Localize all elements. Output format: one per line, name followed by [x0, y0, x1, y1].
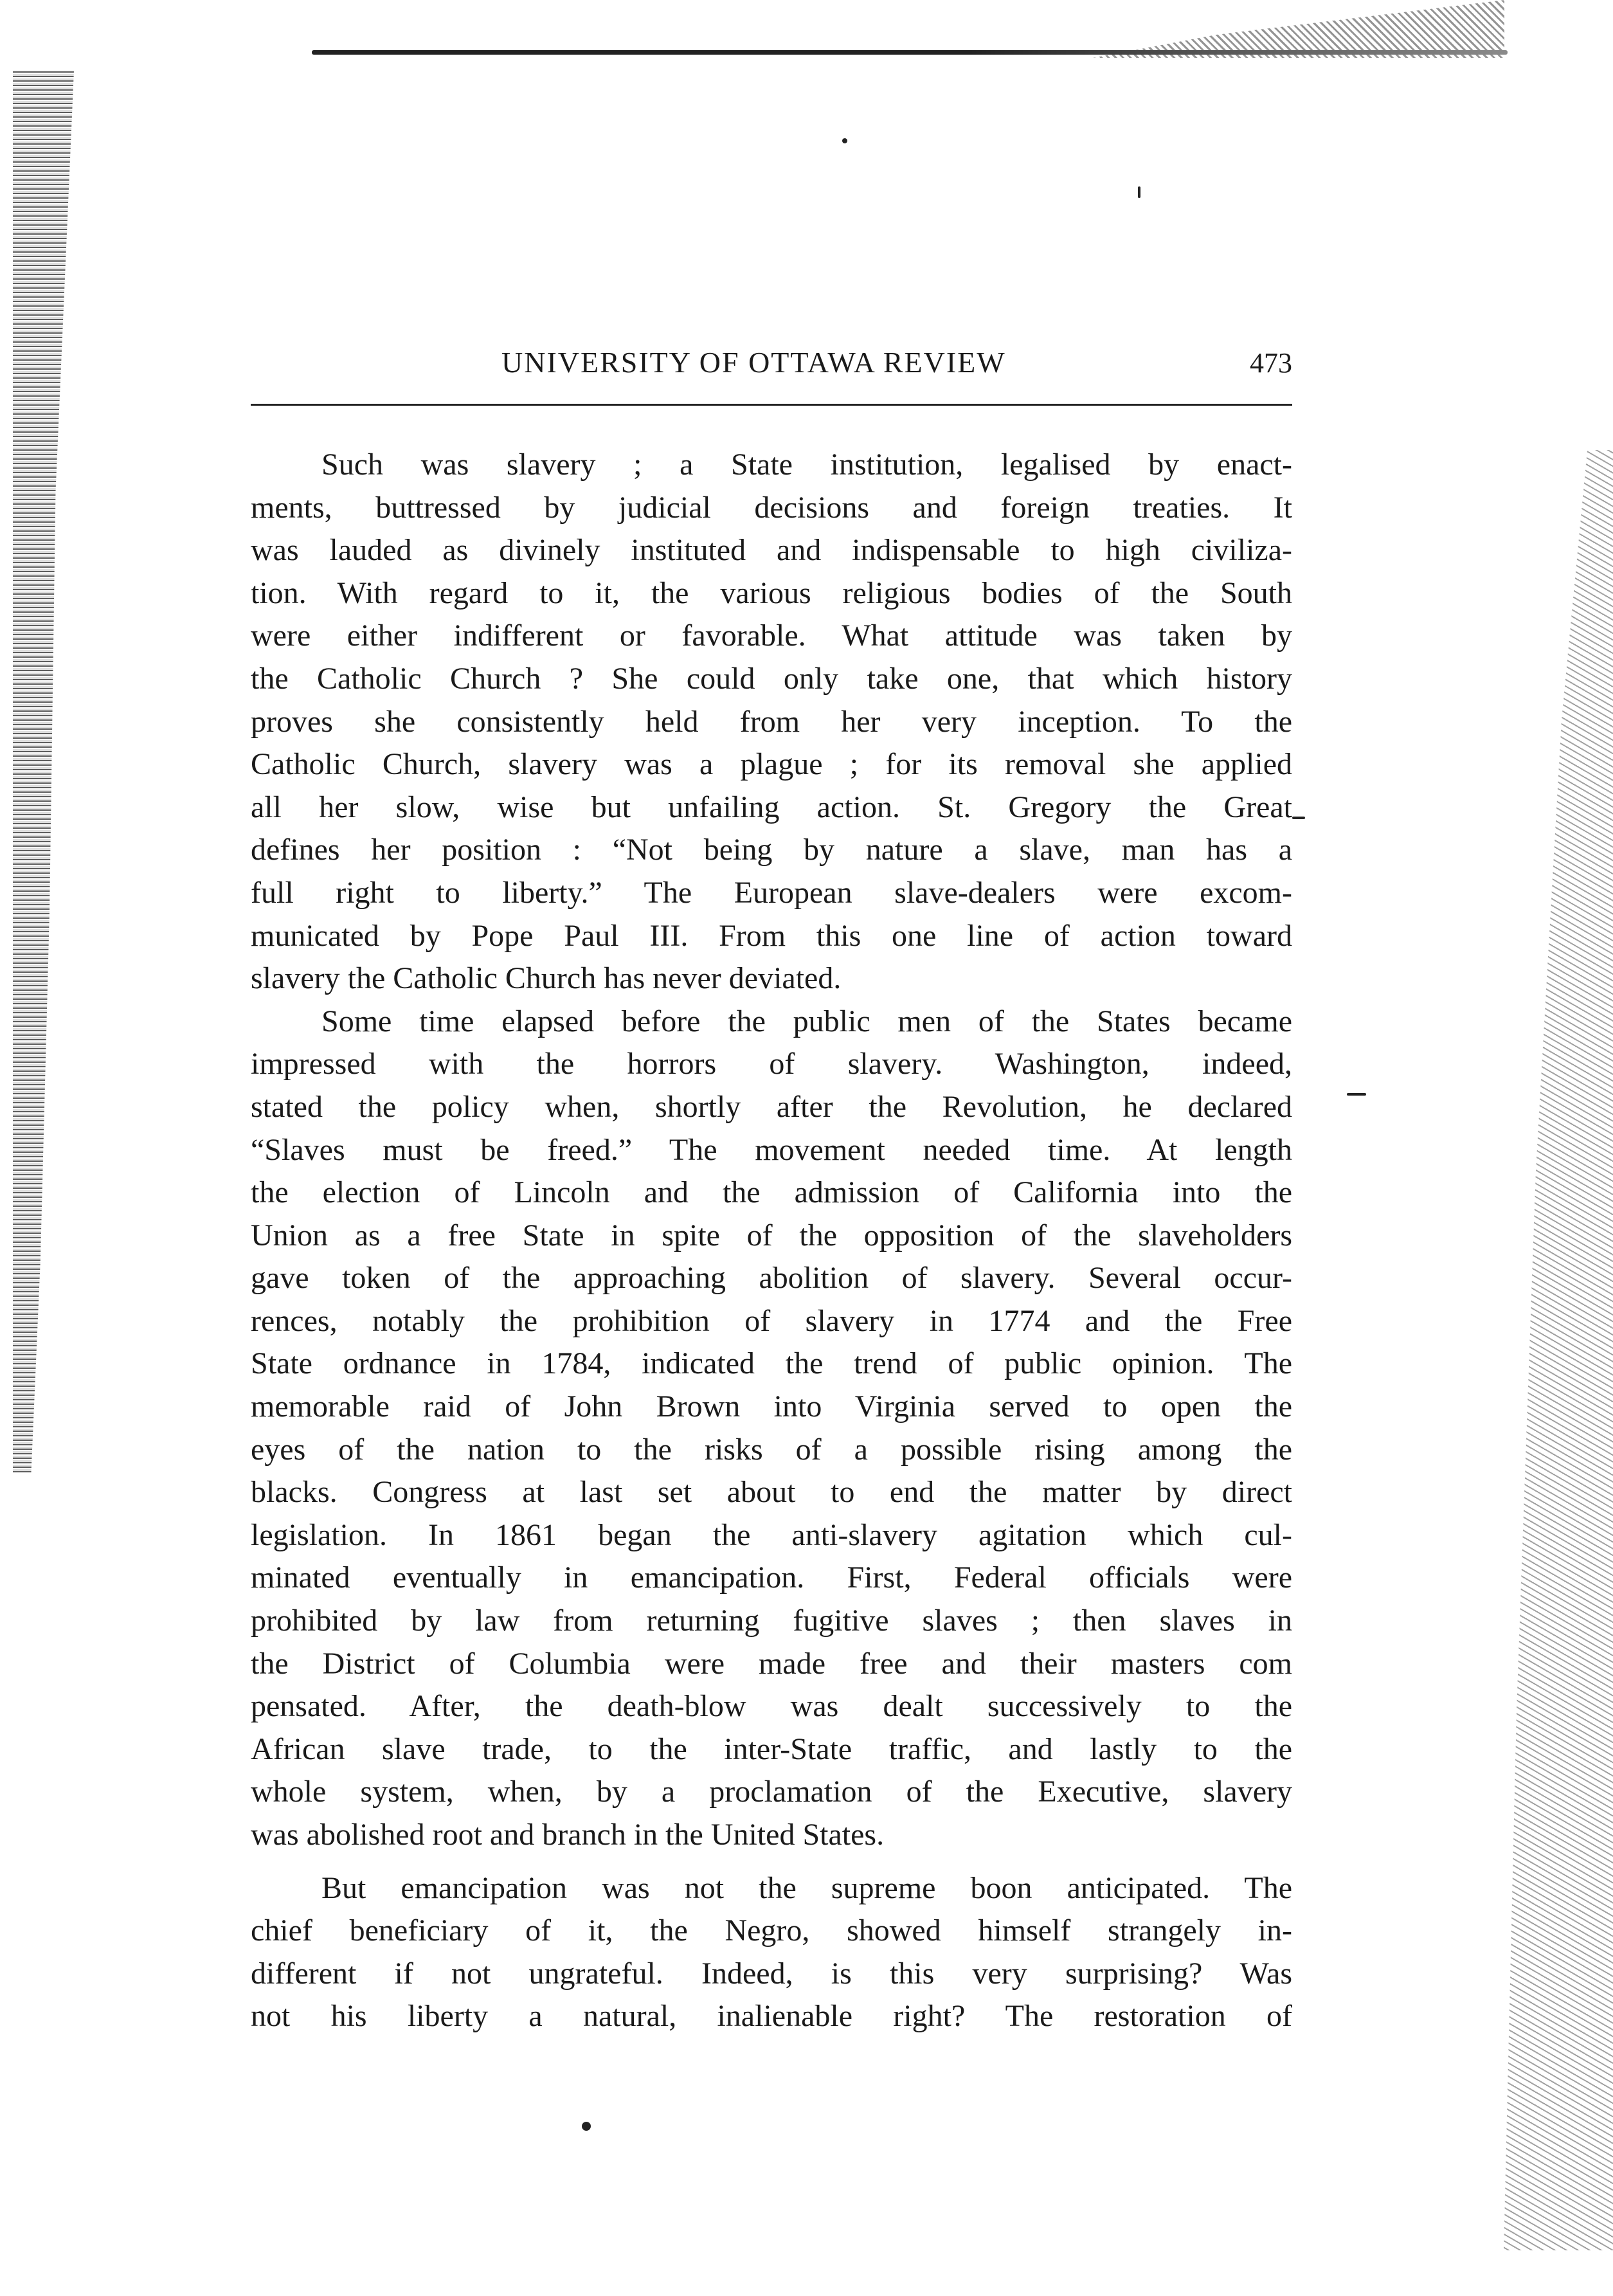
- text-line: was lauded as divinely instituted and indispensable to high civiliza-: [251, 533, 1292, 568]
- text-line: not his liberty a natural, inalienable right? The restoration of: [251, 1999, 1292, 2034]
- text-line: eyes of the nation to the risks of a possible rising among the: [251, 1432, 1292, 1467]
- text-line: stated the policy when, shortly after the Revolution, he declared: [251, 1089, 1292, 1124]
- page-number: 473: [1250, 347, 1292, 379]
- text-line: different if not ungrateful. Indeed, is this very surprising? Was: [251, 1956, 1292, 1991]
- text-line: prohibited by law from returning fugitive slaves ; then slaves in: [251, 1604, 1292, 1638]
- scan-noise-right: [1484, 450, 1613, 2250]
- running-head: [251, 338, 1292, 389]
- paragraph-gap: [251, 1857, 1292, 1867]
- scan-noise-top: [1093, 0, 1504, 58]
- text-line: But emancipation was not the supreme boon anticipated. The: [321, 1870, 1292, 1905]
- article-body: [251, 444, 1292, 2038]
- text-line: African slave trade, to the inter-State traffic, and lastly to the: [251, 1731, 1292, 1766]
- text-line: slavery the Catholic Church has never deviated.: [251, 961, 842, 996]
- text-line: blacks. Congress at last set about to end the matter by direct: [251, 1475, 1292, 1510]
- scan-top-edge: [312, 50, 1508, 55]
- text-line: Union as a free State in spite of the opposition of the slaveholders: [251, 1218, 1292, 1252]
- scan-binding-edge: [13, 71, 74, 1472]
- text-line: chief beneficiary of it, the Negro, showed himself strangely in-: [251, 1913, 1292, 1948]
- text-line: State ordnance in 1784, indicated the trend of public opinion. The: [251, 1346, 1292, 1381]
- text-line: tion. With regard to it, the various religious bodies of the South: [251, 575, 1292, 610]
- scan-speck: [1292, 817, 1305, 819]
- text-line: the election of Lincoln and the admission of California into the: [251, 1175, 1292, 1210]
- text-line: Such was slavery ; a State institution, legalised by enact-: [321, 447, 1292, 482]
- text-line: full right to liberty.” The European slave-dealers were excom-: [251, 875, 1292, 910]
- text-line: whole system, when, by a proclamation of the Executive, slavery: [251, 1775, 1292, 1809]
- journal-title: UNIVERSITY OF OTTAWA REVIEW: [501, 346, 1006, 379]
- scan-speck: [582, 2122, 591, 2131]
- text-line: ments, buttressed by judicial decisions and foreign treaties. It: [251, 490, 1292, 525]
- text-line: impressed with the horrors of slavery. Washington, indeed,: [251, 1047, 1292, 1081]
- text-line: proves she consistently held from her very inception. To the: [251, 704, 1292, 739]
- text-line: minated eventually in emancipation. First, Federal officials were: [251, 1560, 1292, 1595]
- header-rule: [251, 404, 1292, 406]
- text-line: pensated. After, the death-blow was dealt successively to the: [251, 1689, 1292, 1724]
- paragraph: [251, 444, 1292, 1000]
- text-line: the Catholic Church ? She could only take one, that which history: [251, 661, 1292, 696]
- text-line: gave token of the approaching abolition of slavery. Several occur-: [251, 1261, 1292, 1296]
- text-line: legislation. In 1861 began the anti-slavery agitation which cul-: [251, 1517, 1292, 1552]
- text-line: all her slow, wise but unfailing action. St. Gregory the Great: [251, 790, 1292, 824]
- paragraph: [251, 1867, 1292, 2038]
- text-line: rences, notably the prohibition of slavery in 1774 and the Free: [251, 1303, 1292, 1338]
- scan-speck: [842, 138, 847, 143]
- text-line: the District of Columbia were made free and their masters com: [251, 1646, 1292, 1681]
- text-line: was abolished root and branch in the United States.: [251, 1818, 885, 1852]
- text-line: defines her position : “Not being by nature a slave, man has a: [251, 833, 1292, 867]
- text-line: Some time elapsed before the public men of the States became: [321, 1004, 1292, 1038]
- text-line: municated by Pope Paul III. From this one line of action toward: [251, 918, 1292, 953]
- text-line: were either indifferent or favorable. What attitude was taken by: [251, 619, 1292, 653]
- scan-speck: [1138, 186, 1140, 198]
- scan-speck: [1347, 1093, 1366, 1096]
- text-line: “Slaves must be freed.” The movement needed time. At length: [251, 1132, 1292, 1167]
- text-line: memorable raid of John Brown into Virginia served to open the: [251, 1389, 1292, 1424]
- paragraph: [251, 1000, 1292, 1857]
- text-line: Catholic Church, slavery was a plague ; for its removal she applied: [251, 747, 1292, 782]
